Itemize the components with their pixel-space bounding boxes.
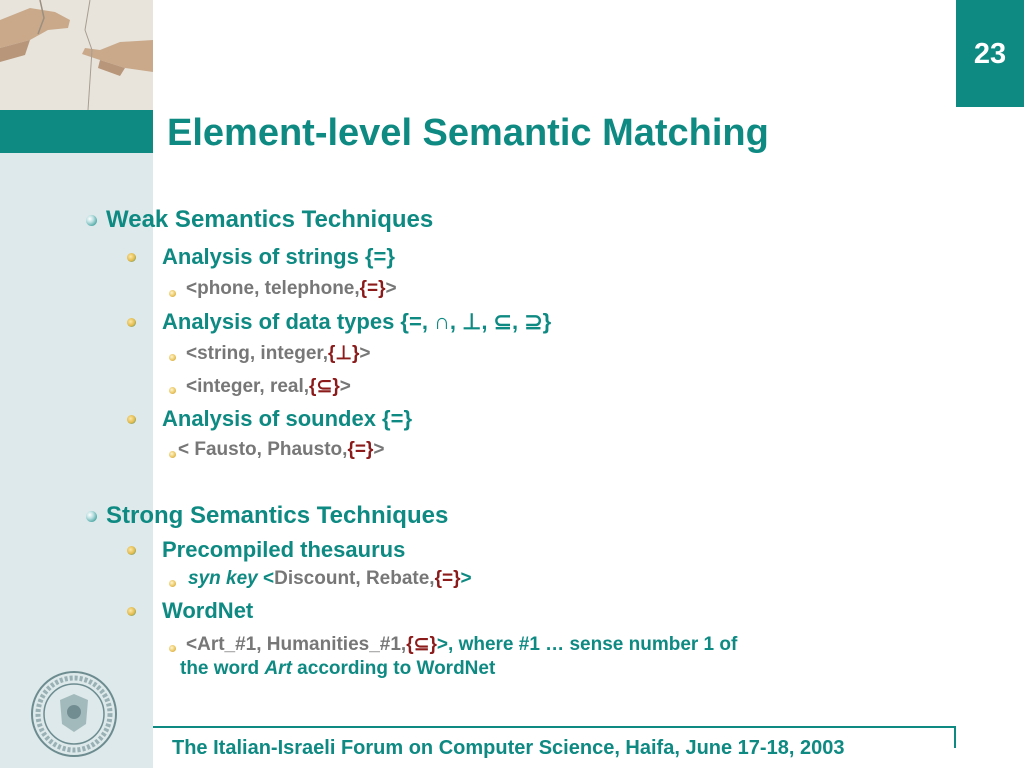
relation-symbol: {⊆}: [309, 376, 340, 397]
example-close: >: [385, 278, 397, 299]
bullet-icon: [169, 645, 176, 652]
example-text: <string, integer,: [186, 343, 329, 364]
bullet-icon: [169, 451, 176, 458]
slide-number: 23: [973, 38, 1007, 70]
datatypes-example-2: [186, 375, 351, 398]
example-text: <phone, telephone,: [186, 278, 360, 299]
example-close: >: [373, 439, 385, 460]
example-note: >, where #1 … sense number 1 of: [436, 634, 738, 655]
slide-title: Element-level Semantic Matching: [167, 112, 769, 154]
datatypes-example-1: [186, 342, 370, 365]
bullet-icon: [169, 580, 176, 587]
example-close: >: [339, 376, 351, 397]
soundex-example: [178, 439, 384, 461]
thesaurus-example: [188, 568, 472, 590]
wordnet-example-line2: [180, 658, 495, 680]
note-word-art: Art: [264, 658, 292, 679]
note-text: according to WordNet: [291, 658, 496, 679]
relation-symbol: {=}: [347, 439, 374, 460]
example-close: >: [359, 343, 371, 364]
bullet-icon: [127, 415, 136, 424]
relation-symbol: {=}: [359, 278, 386, 299]
example-text: <Art_#1, Humanities_#1,: [186, 634, 407, 655]
bullet-icon: [86, 511, 97, 522]
bullet-icon: [86, 215, 97, 226]
university-seal: [30, 670, 118, 763]
soundex-analysis-label: Analysis of soundex {=}: [162, 406, 413, 431]
example-text: <integer, real,: [186, 376, 310, 397]
bullet-icon: [127, 546, 136, 555]
strings-analysis-label: Analysis of strings {=}: [162, 244, 395, 269]
syn-key-label: syn key: [188, 568, 258, 589]
example-text: < Fausto, Phausto,: [178, 439, 348, 460]
relation-symbol: {=}: [434, 568, 461, 589]
example-open: <: [257, 568, 275, 589]
example-text: Discount, Rebate,: [274, 568, 435, 589]
strong-semantics-heading: Strong Semantics Techniques: [106, 502, 449, 529]
note-text: the word: [180, 658, 265, 679]
footer-text: The Italian-Israeli Forum on Computer Science, Haifa, June 17-18, 2003: [172, 737, 845, 759]
bullet-icon: [169, 387, 176, 394]
relation-symbol: {⊥}: [328, 343, 360, 364]
bullet-icon: [169, 354, 176, 361]
wordnet-example-line1: [186, 633, 737, 656]
datatypes-analysis-label: Analysis of data types {=, ∩, ⊥, ⊆, ⊇}: [162, 309, 552, 334]
relation-symbol: {⊆}: [406, 634, 437, 655]
bullet-icon: [127, 253, 136, 262]
wordnet-label: WordNet: [162, 598, 254, 623]
bullet-icon: [169, 290, 176, 297]
thesaurus-label: Precompiled thesaurus: [162, 537, 406, 562]
bullet-icon: [127, 607, 136, 616]
footer-divider-tick: [954, 726, 956, 748]
footer-divider: [153, 726, 956, 728]
weak-semantics-heading: Weak Semantics Techniques: [106, 206, 434, 233]
bullet-icon: [127, 318, 136, 327]
strings-example: [186, 278, 397, 300]
example-close: >: [460, 568, 472, 589]
